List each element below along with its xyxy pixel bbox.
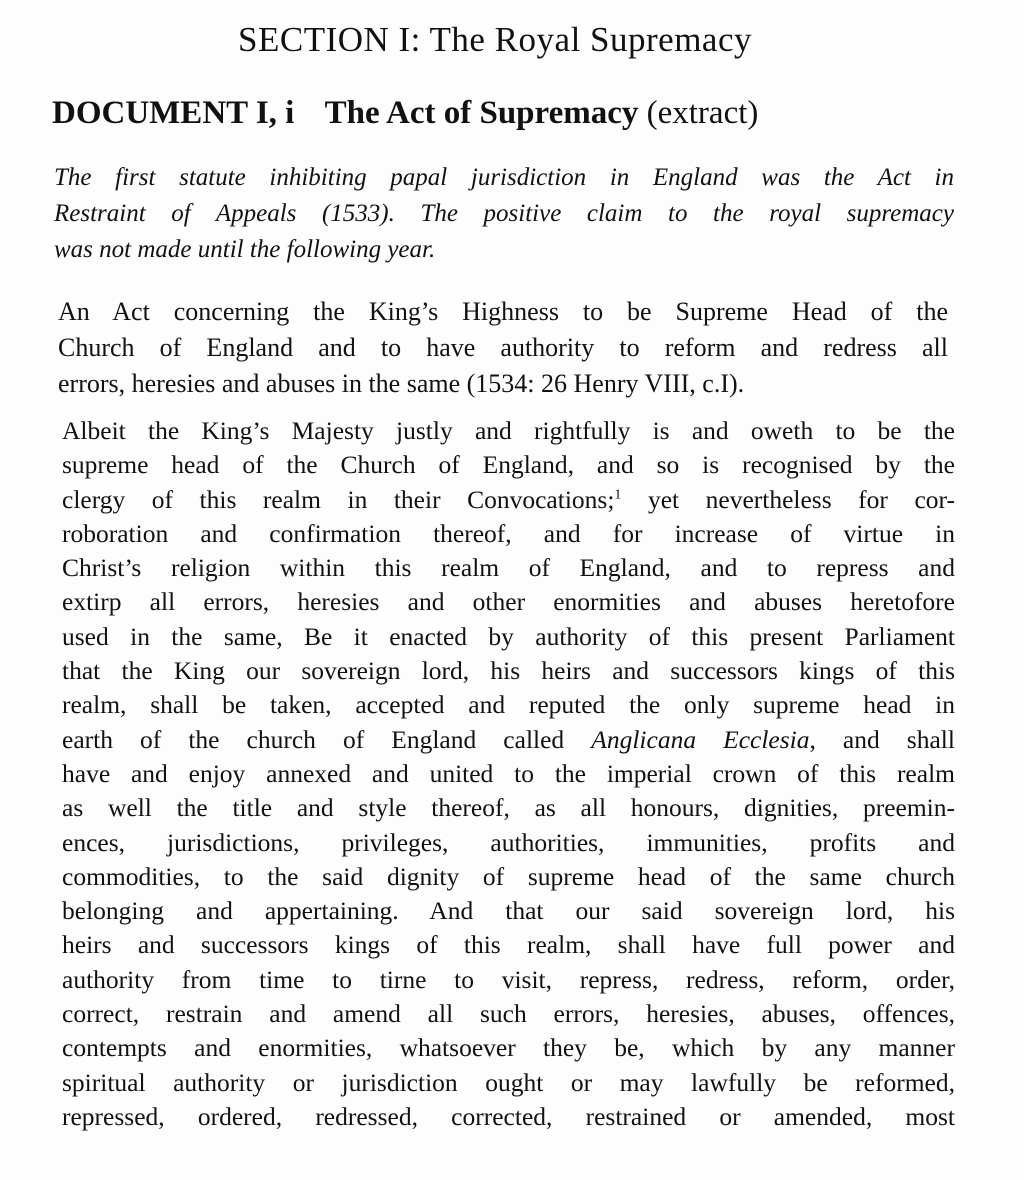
body-text-segment: earth of the church of England called — [62, 724, 592, 754]
body-line: roboration and confirmation thereof, and for increase of virtue in — [62, 518, 955, 548]
document-qualifier: (extract) — [646, 95, 759, 131]
intro-line: The first statute inhibiting papal jurisdiction in England was the Act in — [54, 164, 954, 191]
body-line: repressed, ordered, redressed, corrected, restrained or amended, most — [62, 1101, 955, 1131]
intro-paragraph — [54, 160, 954, 268]
latin-term: Anglicana Ecclesia — [591, 724, 810, 754]
body-line: commodities, to the said dignity of supreme head of the same church — [62, 861, 955, 891]
act-title-line: errors, heresies and abuses in the same (1534: 26 Henry VIII, c.I). — [58, 369, 745, 398]
body-line: spiritual authority or jurisdiction ought or may lawfully be reformed, — [62, 1067, 955, 1097]
body-text-segment: yet nevertheless for cor- — [621, 484, 955, 514]
document-title: The Act of Supremacy — [324, 95, 639, 131]
body-line — [62, 723, 955, 757]
body-line: as well the title and style thereof, as all honours, dignities, preemin- — [62, 793, 955, 823]
body-line: authority from time to tirne to visit, repress, redress, reform, order, — [62, 964, 955, 994]
body-text-segment: clergy of this realm in their Convocations; — [62, 484, 615, 514]
footnote-marker: 1 — [614, 487, 622, 503]
document-heading — [52, 92, 972, 134]
body-line: realm, shall be taken, accepted and reputed the only supreme head in — [62, 690, 955, 720]
act-title-line: Church of England and to have authority to reform and redress all — [58, 333, 948, 362]
intro-line: was not made until the following year. — [54, 236, 436, 263]
body-line: belonging and appertaining. And that our said sovereign lord, his — [62, 896, 955, 926]
section-title: SECTION I: The Royal Supremacy — [238, 20, 752, 59]
body-line: have and enjoy annexed and united to the imperial crown of this realm — [62, 758, 955, 788]
act-body-paragraph — [62, 414, 955, 1134]
body-line — [62, 483, 955, 517]
body-line: Christ’s religion within this realm of England, and to repress and — [62, 553, 955, 583]
body-line: heirs and successors kings of this realm, shall have full power and — [62, 930, 955, 960]
intro-line: Restraint of Appeals (1533). The positive claim to the royal supremacy — [54, 200, 954, 227]
body-line: extirp all errors, heresies and other enormities and abuses heretofore — [62, 587, 955, 617]
body-line: contempts and enormities, whatsoever they be, which by any manner — [62, 1033, 955, 1063]
body-line: correct, restrain and amend all such errors, heresies, abuses, offences, — [62, 999, 955, 1029]
body-line: used in the same, Be it enacted by authority of this present Parliament — [62, 621, 955, 651]
body-line: supreme head of the Church of England, and so is recognised by the — [62, 450, 955, 480]
body-line: that the King our sovereign lord, his heirs and successors kings of this — [62, 656, 955, 686]
body-line: Albeit the King’s Majesty justly and rightfully is and oweth to be the — [62, 416, 955, 445]
body-text-segment: , and shall — [809, 724, 955, 754]
act-title-line: An Act concerning the King’s Highness to be Supreme Head of the — [58, 297, 948, 326]
body-line: ences, jurisdictions, privileges, authorities, immunities, profits and — [62, 827, 955, 857]
document-id: DOCUMENT I, i — [52, 95, 295, 131]
act-title-paragraph — [58, 294, 948, 402]
